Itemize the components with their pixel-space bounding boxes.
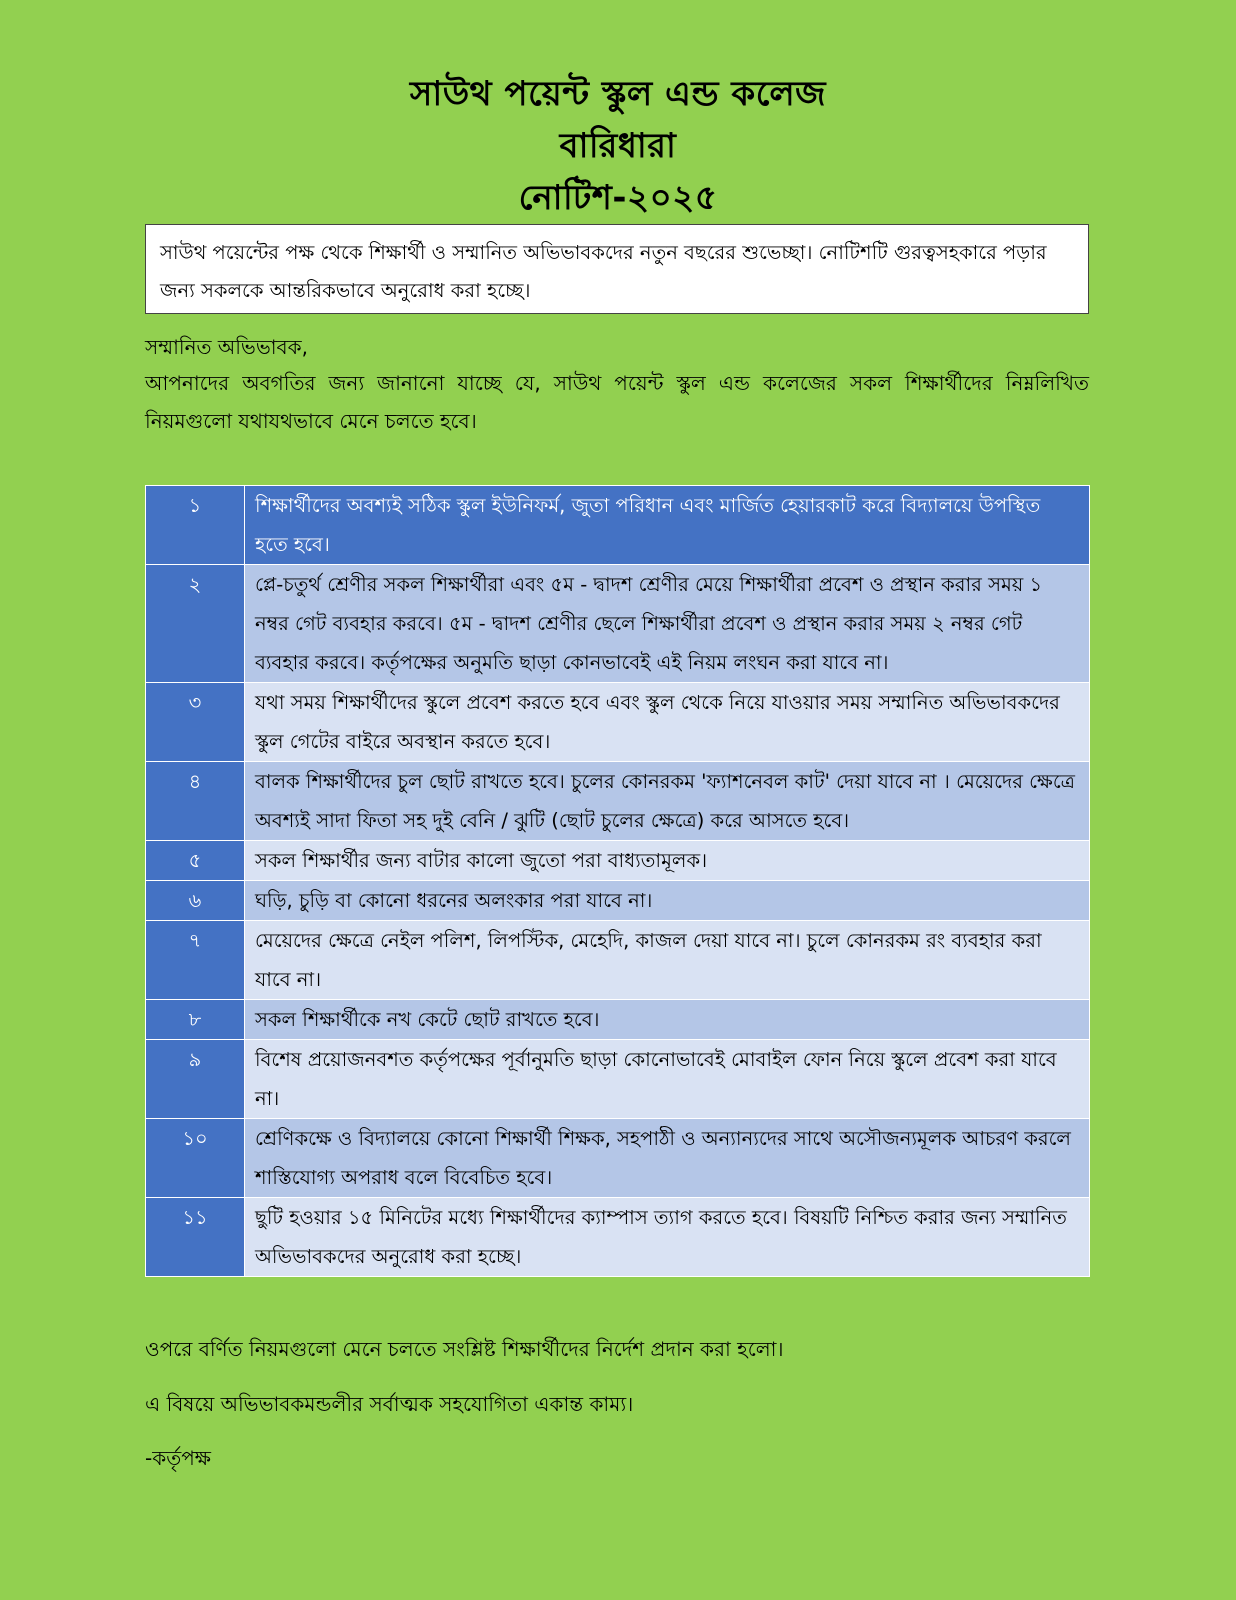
rule-number: ১০ [146, 1119, 245, 1198]
rule-row [146, 1000, 1090, 1040]
rule-number: ৫ [146, 841, 245, 881]
rule-row [146, 486, 1090, 565]
school-name: সাউথ পয়েন্ট স্কুল এন্ড কলেজ [409, 74, 827, 114]
rule-row [146, 762, 1090, 841]
rule-text: শিক্ষার্থীদের অবশ্যই সঠিক স্কুল ইউনিফর্ম, জুতা পরিধান এবং মার্জিত হেয়ারকাট করে বিদ্যালয়ে উপস্থিত হতে হবে। [245, 486, 1090, 565]
rule-number: ৮ [146, 1000, 245, 1040]
rule-text: বালক শিক্ষার্থীদের চুল ছোট রাখতে হবে। চুলের কোনরকম 'ফ্যাশনেবল কাট' দেয়া যাবে না । মেয়েদের ক্ষেত্রে অবশ্যই সাদা ফিতা সহ দুই বেনি / ঝুটি (ছোট চুলের ক্ষেত্রে) করে আসতে হবে। [245, 762, 1090, 841]
rule-text: সকল শিক্ষার্থীর জন্য বাটার কালো জুতো পরা বাধ্যতামূলক। [245, 841, 1090, 881]
rule-row [146, 1119, 1090, 1198]
rule-text: ঘড়ি, চুড়ি বা কোনো ধরনের অলংকার পরা যাবে না। [245, 881, 1090, 921]
rule-text: যথা সময় শিক্ষার্থীদের স্কুলে প্রবেশ করতে হবে এবং স্কুল থেকে নিয়ে যাওয়ার সময় সম্মানিত অভিভাবকদের স্কুল গেটের বাইরে অবস্থান করতে হবে। [245, 683, 1090, 762]
rule-text: প্লে-চতুর্থ শ্রেণীর সকল শিক্ষার্থীরা এবং ৫ম - দ্বাদশ শ্রেণীর মেয়ে শিক্ষার্থীরা প্রবেশ ও প্রস্থান করার সময় ১ নম্বর গেট ব্যবহার করবে। ৫ম - দ্বাদশ শ্রেণীর ছেলে শিক্ষার্থীরা প্রবেশ ও প্রস্থান করার সময় ২ নম্বর গেট ব্যবহার করবে। কর্তৃপক্ষের অনুমতি ছাড়া কোনভাবেই এই নিয়ম লংঘন করা যাবে না। [245, 565, 1090, 683]
body-paragraph: আপনাদের অবগতির জন্য জানানো যাচ্ছে যে, সাউথ পয়েন্ট স্কুল এন্ড কলেজের সকল শিক্ষার্থীদের নিম্নলিখিত নিয়মগুলো যথাযথভাবে মেনে চলতে হবে। [145, 371, 1089, 433]
rule-row [146, 565, 1090, 683]
rule-text: শ্রেণিকক্ষে ও বিদ্যালয়ে কোনো শিক্ষার্থী শিক্ষক, সহপাঠী ও অন্যান্যদের সাথে অসৌজন্যমূলক আচরণ করলে শাস্তিযোগ্য অপরাধ বলে বিবেচিত হবে। [245, 1119, 1090, 1198]
rule-number: ২ [146, 565, 245, 683]
closing-request: এ বিষয়ে অভিভাবকমন্ডলীর সর্বাত্মক সহযোগিতা একান্ত কাম্য। [145, 1392, 634, 1416]
notice-title: নোটিশ-২০২৫ [518, 178, 718, 218]
rule-row [146, 881, 1090, 921]
salutation: সম্মানিত অভিভাবক, [145, 335, 309, 359]
rule-number: ৬ [146, 881, 245, 921]
closing-instruction: ওপরে বর্ণিত নিয়মগুলো মেনে চলতে সংশ্লিষ্ট শিক্ষার্থীদের নির্দেশ প্রদান করা হলো। [145, 1337, 784, 1361]
rule-number: ৯ [146, 1040, 245, 1119]
rule-number: ৪ [146, 762, 245, 841]
rule-number: ১১ [146, 1198, 245, 1277]
rules-table [145, 485, 1090, 1277]
rule-row [146, 1198, 1090, 1277]
rule-text: সকল শিক্ষার্থীকে নখ কেটে ছোট রাখতে হবে। [245, 1000, 1090, 1040]
rule-number: ৩ [146, 683, 245, 762]
rule-text: বিশেষ প্রয়োজনবশত কর্তৃপক্ষের পূর্বানুমতি ছাড়া কোনোভাবেই মোবাইল ফোন নিয়ে স্কুলে প্রবেশ করা যাবে না। [245, 1040, 1090, 1119]
rule-row [146, 1040, 1090, 1119]
notice-header [0, 68, 1236, 224]
rule-text: মেয়েদের ক্ষেত্রে নেইল পলিশ, লিপস্টিক, মেহেদি, কাজল দেয়া যাবে না। চুলে কোনরকম রং ব্যবহার করা যাবে না। [245, 921, 1090, 1000]
rule-text: ছুটি হওয়ার ১৫ মিনিটের মধ্যে শিক্ষার্থীদের ক্যাম্পাস ত্যাগ করতে হবে। বিষয়টি নিশ্চিত করার জন্য সম্মানিত অভিভাবকদের অনুরোধ করা হচ্ছে। [245, 1198, 1090, 1277]
rule-row [146, 921, 1090, 1000]
intro-box: সাউথ পয়েন্টের পক্ষ থেকে শিক্ষার্থী ও সম্মানিত অভিভাবকদের নতুন বছরের শুভেচ্ছা। নোটিশটি গুরত্বসহকারে পড়ার জন্য সকলকে আন্তরিকভাবে অনুরোধ করা হচ্ছে। [145, 224, 1089, 314]
signature: -কর্তৃপক্ষ [145, 1446, 211, 1470]
rule-number: ১ [146, 486, 245, 565]
rule-row [146, 683, 1090, 762]
branch-name: বারিধারা [559, 126, 677, 166]
rule-row [146, 841, 1090, 881]
rule-number: ৭ [146, 921, 245, 1000]
